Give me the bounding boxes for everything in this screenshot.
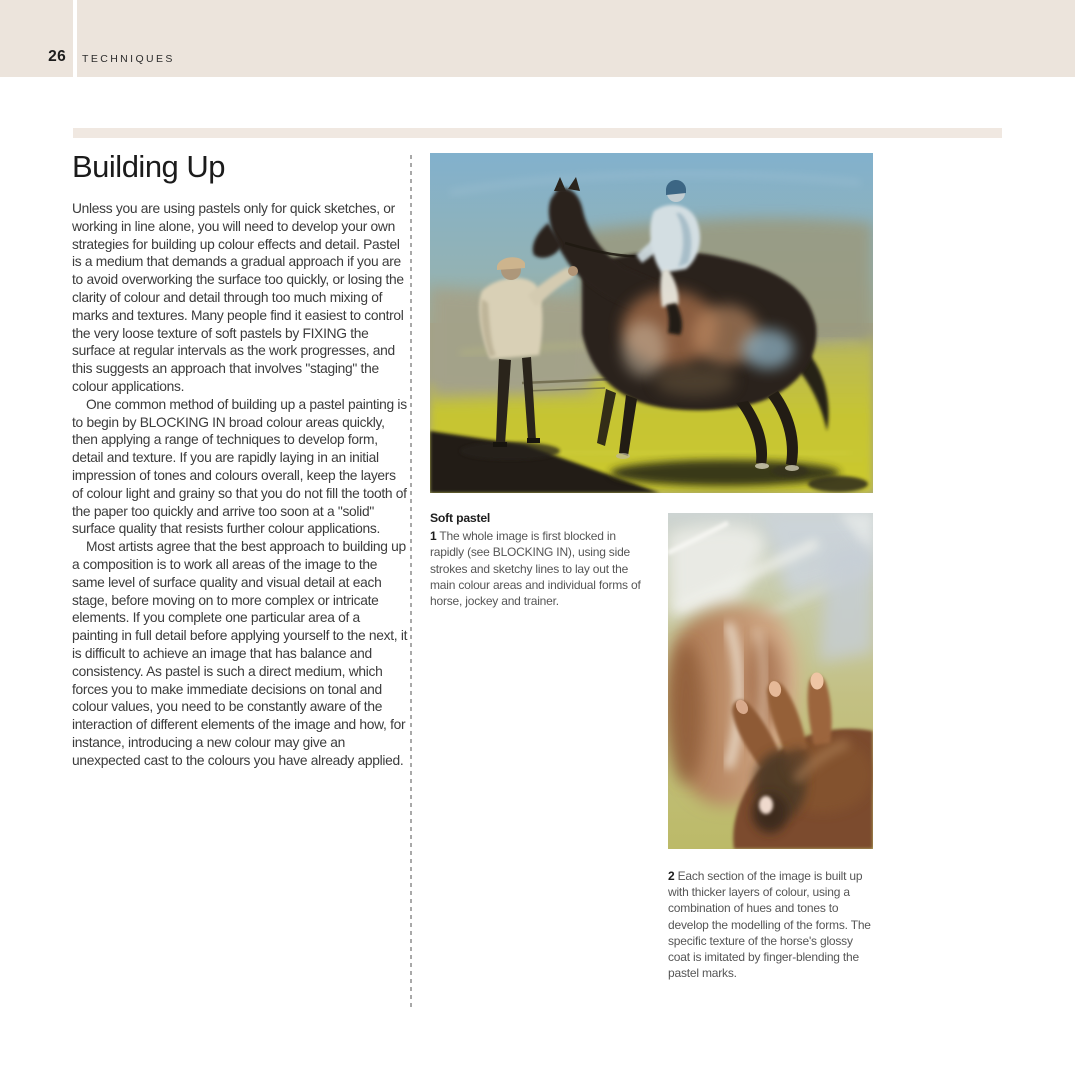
section-label: TECHNIQUES bbox=[82, 53, 175, 65]
caption-step-2 bbox=[668, 868, 876, 981]
page-number: 26 bbox=[48, 48, 66, 65]
article-title: Building Up bbox=[72, 149, 226, 184]
accent-rule bbox=[73, 128, 1002, 138]
caption-step-2-block bbox=[668, 868, 876, 981]
caption-heading: Soft pastel bbox=[430, 511, 491, 525]
page-header bbox=[0, 0, 1075, 77]
figure-1-horse-painting bbox=[430, 153, 873, 493]
article-body bbox=[72, 200, 408, 770]
caption-step-2-number: 2 bbox=[668, 869, 675, 883]
figure-2-finger-blending bbox=[668, 513, 873, 849]
caption-step-2-text: Each section of the image is built up with thicker layers of colour, using a combination of hues and tones to develop the modelling of the forms. The specific texture of the horse's glossy coat is imitated by finger-blending the pastel marks. bbox=[668, 869, 871, 981]
article-column bbox=[72, 150, 408, 770]
caption-soft-pastel bbox=[430, 510, 646, 609]
caption-step-1-text: The whole image is first blocked in rapidly (see BLOCKING IN), using side strokes and sketchy lines to lay out the main colour areas and individual forms of horse, jockey and trainer. bbox=[430, 529, 641, 609]
finger-blending-illustration bbox=[668, 513, 873, 849]
caption-step-1 bbox=[430, 528, 646, 609]
article-paragraph-2: One common method of building up a pastel painting is to begin by BLOCKING IN broad colour areas quickly, then applying a range of techniques to develop form, detail and texture. If you are rapidly laying in an initial impression of tones and colours overall, keep the layers of colour light and grainy so that you do not fill the tooth of the paper too quickly and arrive too soon at a "solid" surface quality that resists further colour applications. bbox=[72, 396, 407, 537]
header-divider-strip bbox=[73, 0, 77, 77]
caption-step-1-number: 1 bbox=[430, 529, 437, 544]
horse-painting-illustration bbox=[430, 153, 873, 493]
column-divider-dotted bbox=[410, 155, 412, 1008]
article-paragraph-3: Most artists agree that the best approach to building up a composition is to work all areas of the image to the same level of surface quality and visual detail at each stage, before moving on to more complex or intricate elements. If you complete one particular area of a painting in full detail before applying yourself to the next, it is difficult to achieve an image that has balance and consistency. As pastel is such a direct medium, which forces you to make immediate decisions on tonal and colour values, you need to be constantly aware of the interaction of different elements of the image and how, for instance, introducing a new colour may give an unexpected cast to the colours you have already applied. bbox=[72, 539, 408, 768]
article-paragraph-1: Unless you are using pastels only for quick sketches, or working in line alone, you will need to develop your own strategies for building up colour effects and detail. Pastel is a medium that demands a gradual approach if you are to avoid overworking the surface too quickly, or losing the clarity of colour and detail through too much mixing of marks and textures. Many people find it easiest to control the very loose texture of soft pastels by FIXING the surface at regular intervals as the work progresses, and this suggests an approach that involves "staging" the colour applications. bbox=[72, 201, 404, 395]
